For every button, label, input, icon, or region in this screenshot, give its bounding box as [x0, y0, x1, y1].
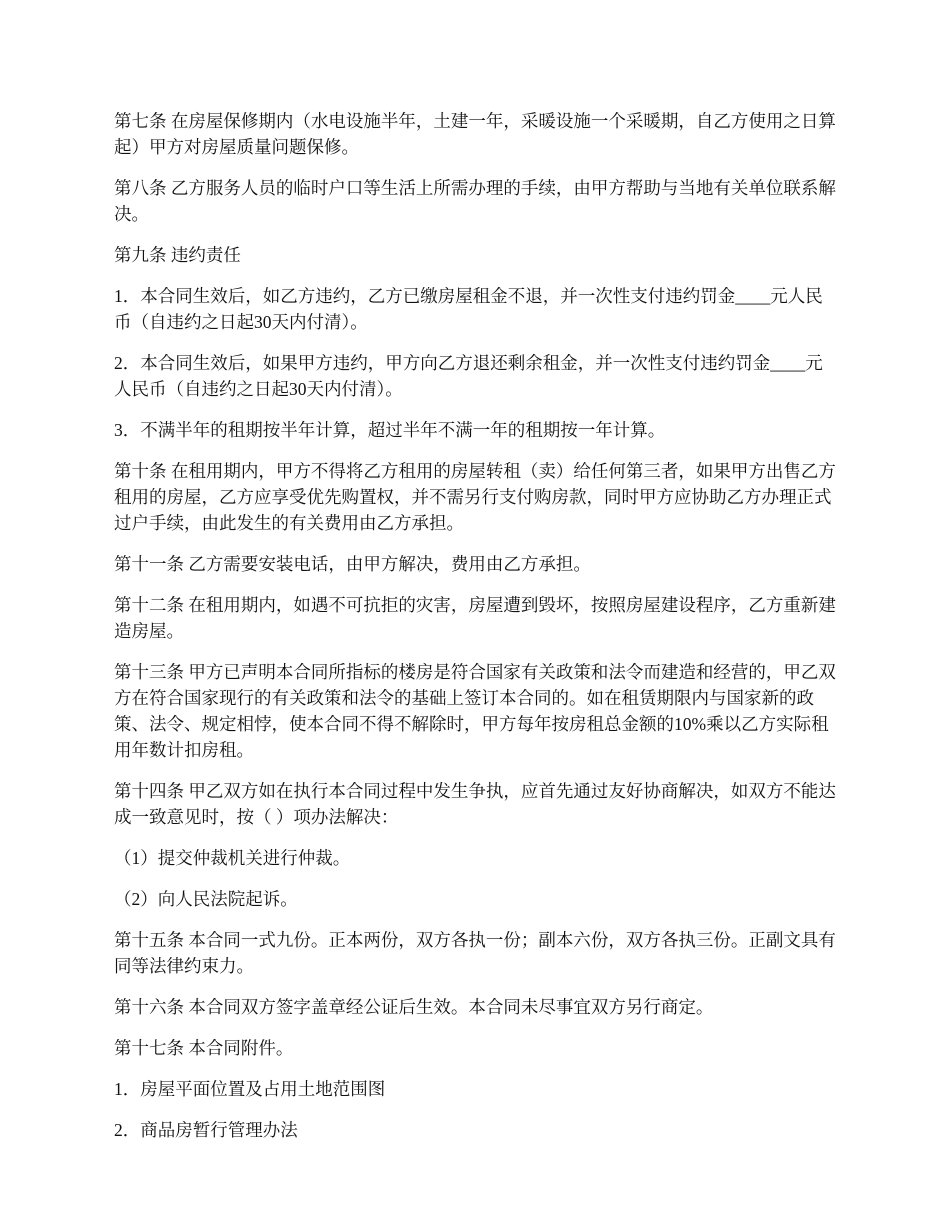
clause-14-option-1: （1）提交仲裁机关进行仲裁。 [114, 848, 351, 868]
attachment-2: 2．商品房暂行管理办法 [114, 1120, 298, 1140]
clause-17: 第十七条 本合同附件。 [114, 1038, 294, 1058]
clause-12: 第十二条 在租用期内，如遇不可抗拒的灾害，房屋遭到毁坏，按照房屋建设程序，乙方重新建造房屋。 [114, 595, 836, 641]
clause-9-heading: 第九条 违约责任 [114, 245, 241, 265]
clause-10: 第十条 在租用期内，甲方不得将乙方租用的房屋转租（卖）给任何第三者，如果甲方出售乙方租用的房屋，乙方应享受优先购置权，并不需另行支付购房款，同时甲方应协助乙方办理正式过户手续，由此发生的有关费用由乙方承担。 [114, 461, 836, 533]
clause-8: 第八条 乙方服务人员的临时户口等生活上所需办理的手续，由甲方帮助与当地有关单位联系解决。 [114, 178, 836, 224]
attachment-1: 1．房屋平面位置及占用土地范围图 [114, 1079, 386, 1099]
document-page [114, 108, 836, 1158]
clause-13: 第十三条 甲方已声明本合同所指标的楼房是符合国家有关政策和法令而建造和经营的，甲乙双方在符合国家现行的有关政策和法令的基础上签订本合同的。如在租赁期限内与国家新的政策、法令、规定相悖，使本合同不得不解除时，甲方每年按房租总金额的10%乘以乙方实际租用年数计扣房租。 [114, 662, 836, 760]
clause-9-item-3: 3．不满半年的租期按半年计算，超过半年不满一年的租期按一年计算。 [114, 420, 666, 440]
clause-16: 第十六条 本合同双方签字盖章经公证后生效。本合同未尽事宜双方另行商定。 [114, 997, 714, 1017]
clause-14-option-2: （2）向人民法院起诉。 [114, 889, 298, 909]
clause-9-item-2: 2．本合同生效后，如果甲方违约，甲方向乙方退还剩余租金，并一次性支付违约罚金____元人民币（自违约之日起30天内付清）。 [114, 353, 823, 399]
clause-9-item-1: 1．本合同生效后，如乙方违约，乙方已缴房屋租金不退，并一次性支付违约罚金____元人民币（自违约之日起30天内付清）。 [114, 286, 823, 332]
clause-11: 第十一条 乙方需要安装电话，由甲方解决，费用由乙方承担。 [114, 554, 591, 574]
clause-15: 第十五条 本合同一式九份。正本两份，双方各执一份；副本六份，双方各执三份。正副文具有同等法律约束力。 [114, 930, 836, 976]
clause-7: 第七条 在房屋保修期内（水电设施半年，土建一年，采暖设施一个采暖期，自乙方使用之日算起）甲方对房屋质量问题保修。 [114, 111, 836, 157]
clause-14: 第十四条 甲乙双方如在执行本合同过程中发生争执，应首先通过友好协商解决，如双方不能达成一致意见时，按（ ）项办法解决： [114, 781, 836, 827]
